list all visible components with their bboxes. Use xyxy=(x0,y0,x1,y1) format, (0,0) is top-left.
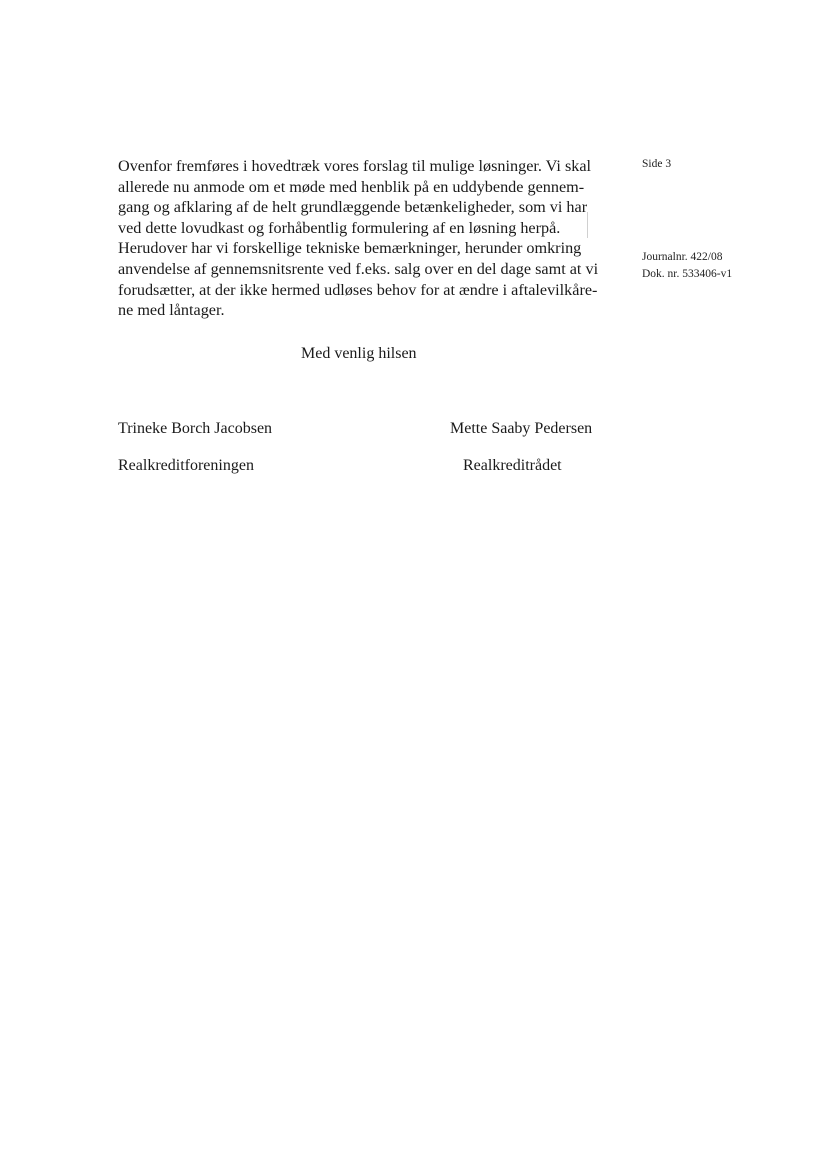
signatory-right-name: Mette Saaby Pedersen xyxy=(450,420,593,437)
signatory-left-name: Trineke Borch Jacobsen xyxy=(118,420,273,437)
body-line: Ovenfor fremføres i hovedtræk vores forslag til mulige løsninger. Vi skal xyxy=(118,157,592,175)
body-line: allerede nu anmode om et møde med henblik på en uddybende gennem- xyxy=(118,177,585,196)
body-line: gang og afklaring af de helt grundlæggende betænkeligheder, som vi har xyxy=(118,198,588,217)
body-line: Herudover har vi forskellige tekniske bemærkninger, herunder omkring xyxy=(118,239,582,258)
document-references xyxy=(642,249,772,283)
closing-salutation: Med venlig hilsen xyxy=(301,345,417,362)
body-line: forudsætter, at der ikke hermed udløses behov for at ændre i aftalevilkåre- xyxy=(118,280,598,299)
document-number: Dok. nr. 533406-v1 xyxy=(642,268,733,280)
body-line: ved dette lovudkast og forhåbentlig formulering af en løsning herpå. xyxy=(118,218,561,237)
signatory-left-organization: Realkreditforeningen xyxy=(118,457,254,474)
body-line: anvendelse af gennemsnitsrente ved f.eks. salg over en del dage samt at vi xyxy=(118,259,599,278)
body-line: ne med låntager. xyxy=(118,301,225,320)
letter-body xyxy=(118,156,598,321)
signatory-right-organization: Realkreditrådet xyxy=(463,457,562,474)
journal-number: Journalnr. 422/08 xyxy=(642,251,723,263)
scan-artifact xyxy=(587,212,588,238)
page-number: Side 3 xyxy=(642,158,672,170)
